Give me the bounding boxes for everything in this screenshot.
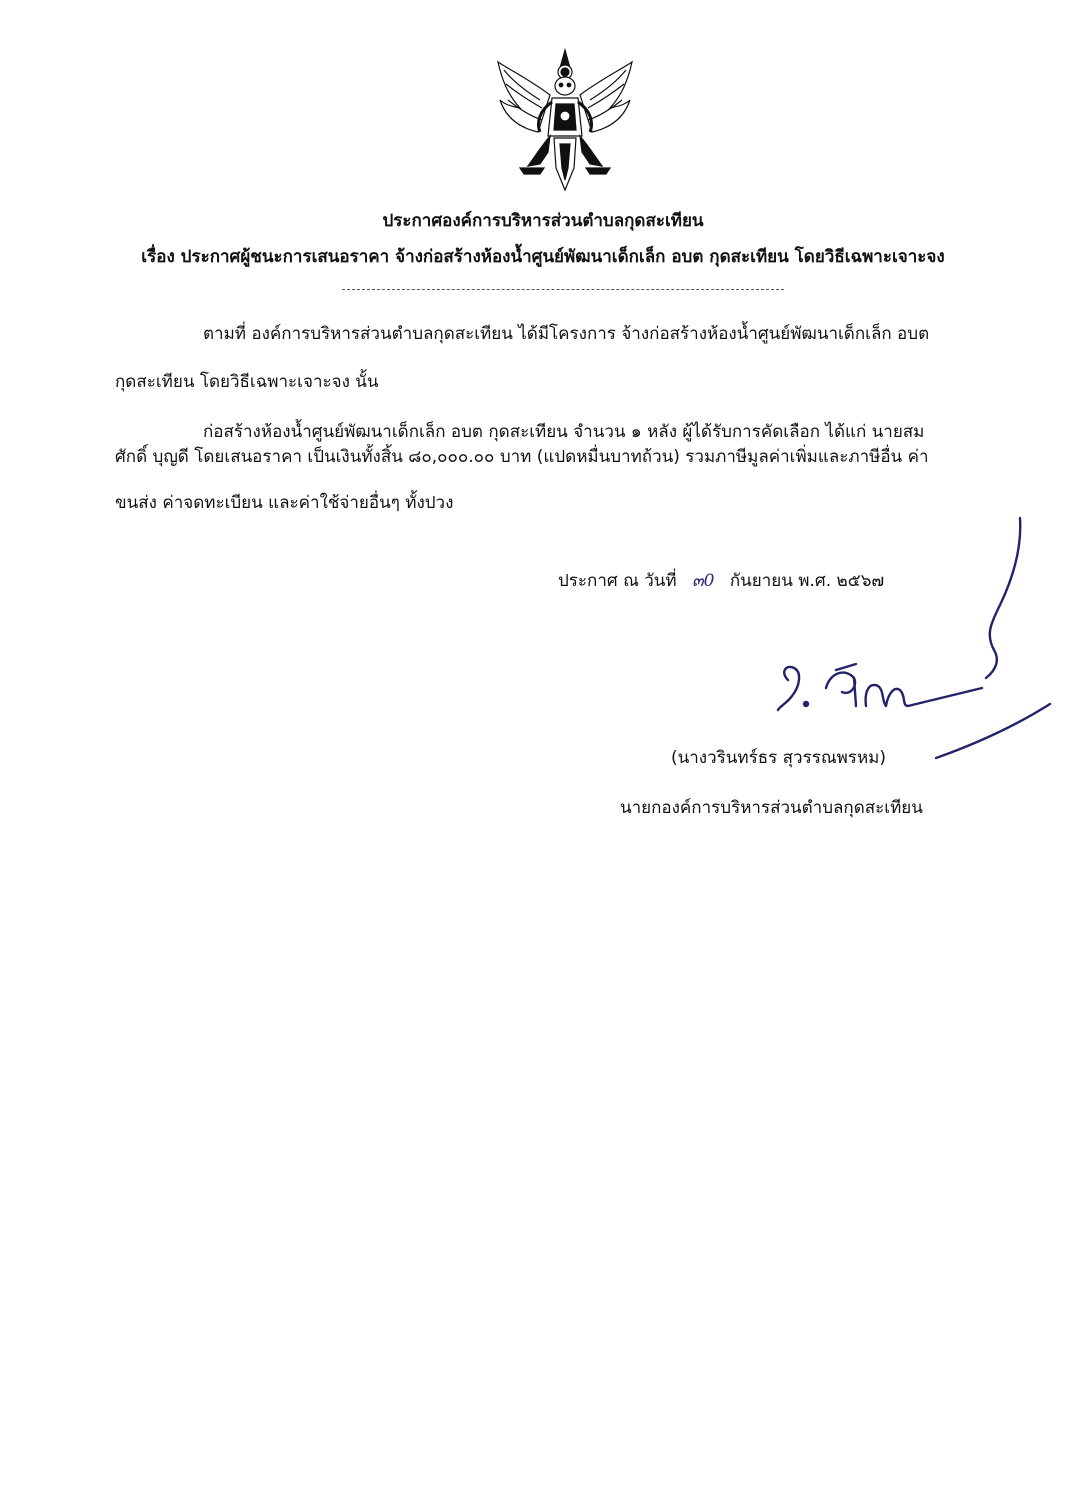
signer-name: (นางวรินทร์ธร สุวรรณพรหม)	[671, 748, 886, 768]
document-title: ประกาศองค์การบริหารส่วนตำบลกุดสะเทียน	[382, 211, 704, 231]
garuda-emblem-icon	[490, 40, 640, 198]
date-day-handwritten: ๓0	[692, 571, 715, 591]
document-subject: เรื่อง ประกาศผู้ชนะการเสนอราคา จ้างก่อสร้างห้องน้ำศูนย์พัฒนาเด็กเล็ก อบต กุดสะเทียน โดยวิธีเฉพาะเจาะจง	[141, 247, 945, 267]
header-divider	[342, 289, 784, 290]
paragraph-1-line-2: กุดสะเทียน โดยวิธีเฉพาะเจาะจง นั้น	[115, 372, 379, 392]
paragraph-2-line-3: ขนส่ง ค่าจดทะเบียน และค่าใช้จ่ายอื่นๆ ทั้งปวง	[115, 493, 454, 513]
paragraph-2-line-2: ศักดิ์ บุญดี โดยเสนอราคา เป็นเงินทั้งสิ้น ๘๐,๐๐๐.๐๐ บาท (แปดหมื่นบาทถ้วน) รวมภาษีมูลค่าเพิ่มและภาษีอื่น ค่า	[115, 447, 929, 467]
paragraph-1-line-1: ตามที่ องค์การบริหารส่วนตำบลกุดสะเทียน ได้มีโครงการ จ้างก่อสร้างห้องน้ำศูนย์พัฒนาเด็กเล็ก อบต	[203, 324, 930, 344]
handwritten-signature	[750, 510, 1060, 780]
date-prefix: ประกาศ ณ วันที่	[558, 571, 677, 591]
paragraph-2-line-1: ก่อสร้างห้องน้ำศูนย์พัฒนาเด็กเล็ก อบต กุดสะเทียน จำนวน ๑ หลัง ผู้ได้รับการคัดเลือก ได้แก่ นายสม	[203, 422, 925, 442]
signer-position: นายกองค์การบริหารส่วนตำบลกุดสะเทียน	[620, 798, 923, 818]
date-suffix: กันยายน พ.ศ. ๒๕๖๗	[729, 571, 885, 591]
